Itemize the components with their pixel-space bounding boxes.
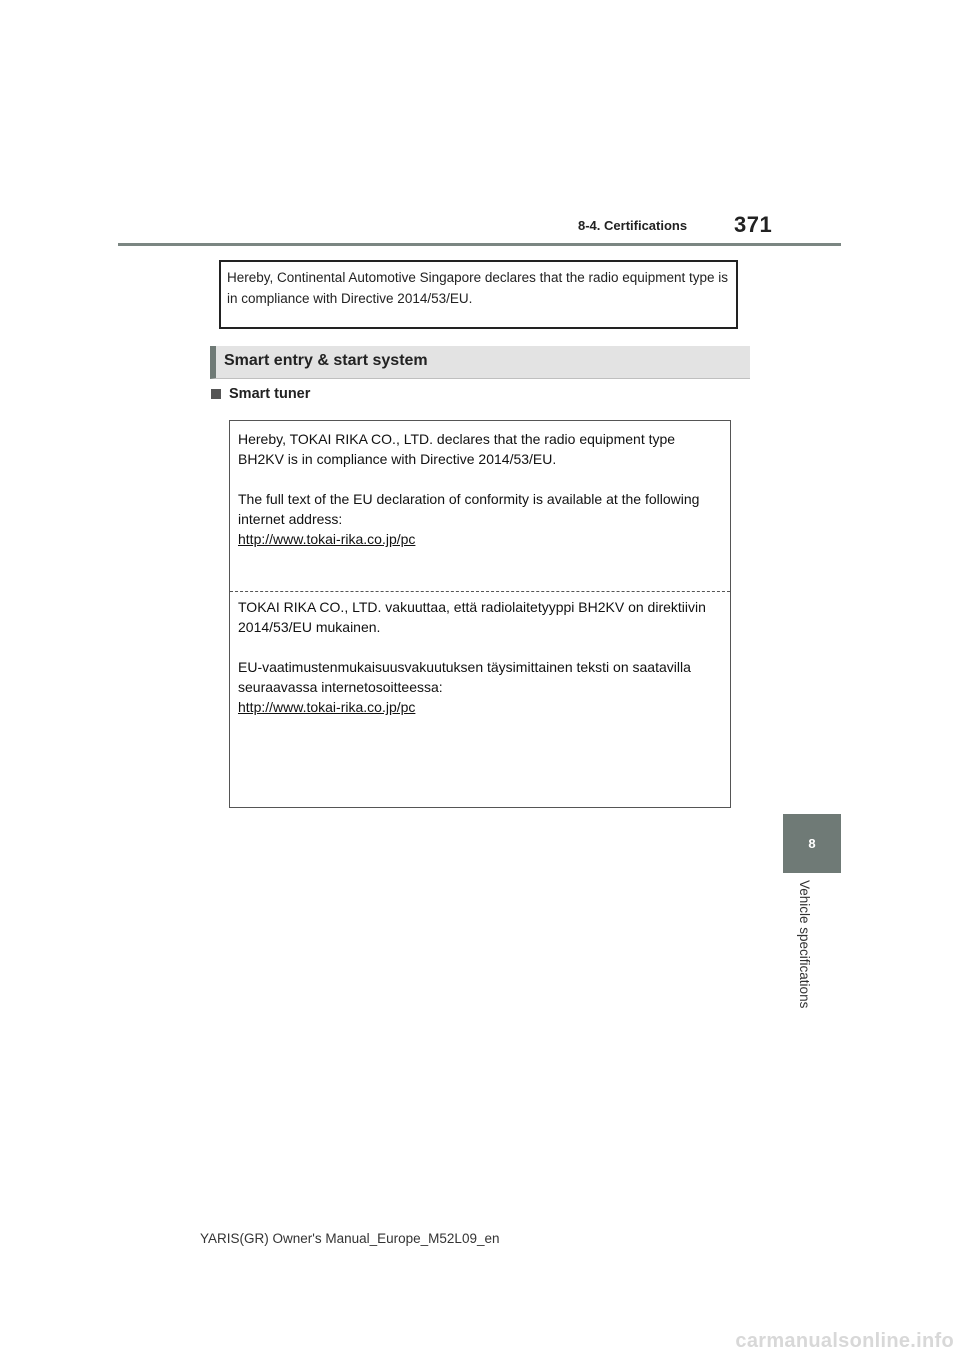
chapter-side-label	[794, 880, 814, 1030]
continental-notice-text: Hereby, Continental Automotive Singapore declares that the radio equipment type is in compliance with Directive 2014/53/EU.	[227, 270, 729, 306]
finnish-declaration-block	[238, 597, 722, 717]
english-url-link[interactable]: http://www.tokai-rika.co.jp/pc	[238, 531, 416, 547]
section-heading	[210, 346, 750, 379]
finnish-url-link[interactable]: http://www.tokai-rika.co.jp/pc	[238, 699, 416, 715]
watermark: carmanualsonline.info	[735, 1330, 954, 1352]
square-bullet-icon	[211, 389, 221, 399]
page-number: 371	[734, 212, 773, 237]
section-heading-title: Smart entry & start system	[224, 352, 428, 369]
chapter-tab-number: 8	[808, 836, 816, 851]
finnish-declaration-text: TOKAI RIKA CO., LTD. vakuuttaa, että radiolaitetyyppi BH2KV on direktiivin 2014/53/EU mukainen.	[238, 599, 706, 635]
continental-notice-box	[219, 260, 738, 329]
subheading-label: Smart tuner	[229, 386, 311, 402]
english-declaration-text: Hereby, TOKAI RIKA CO., LTD. declares that the radio equipment type BH2KV is in compliance with Directive 2014/53/EU.	[238, 431, 676, 467]
header-rule	[118, 243, 841, 246]
chapter-tab	[783, 814, 841, 873]
chapter-side-label-text: Vehicle specifications	[797, 880, 812, 1009]
tokai-rika-declaration-box	[229, 420, 731, 808]
header-section-title: 8-4. Certifications	[578, 218, 688, 233]
subheading-smart-tuner	[211, 386, 310, 402]
english-declaration-block	[238, 429, 722, 549]
footer-manual-id: YARIS(GR) Owner's Manual_Europe_M52L09_en	[200, 1231, 500, 1246]
english-fulltext-text: The full text of the EU declaration of conformity is available at the following internet address:	[238, 491, 700, 527]
finnish-fulltext-text: EU-vaatimustenmukaisuusvakuutuksen täysimittainen teksti on saatavilla seuraavassa internetosoitteessa:	[238, 659, 691, 695]
dashed-divider	[230, 591, 730, 592]
